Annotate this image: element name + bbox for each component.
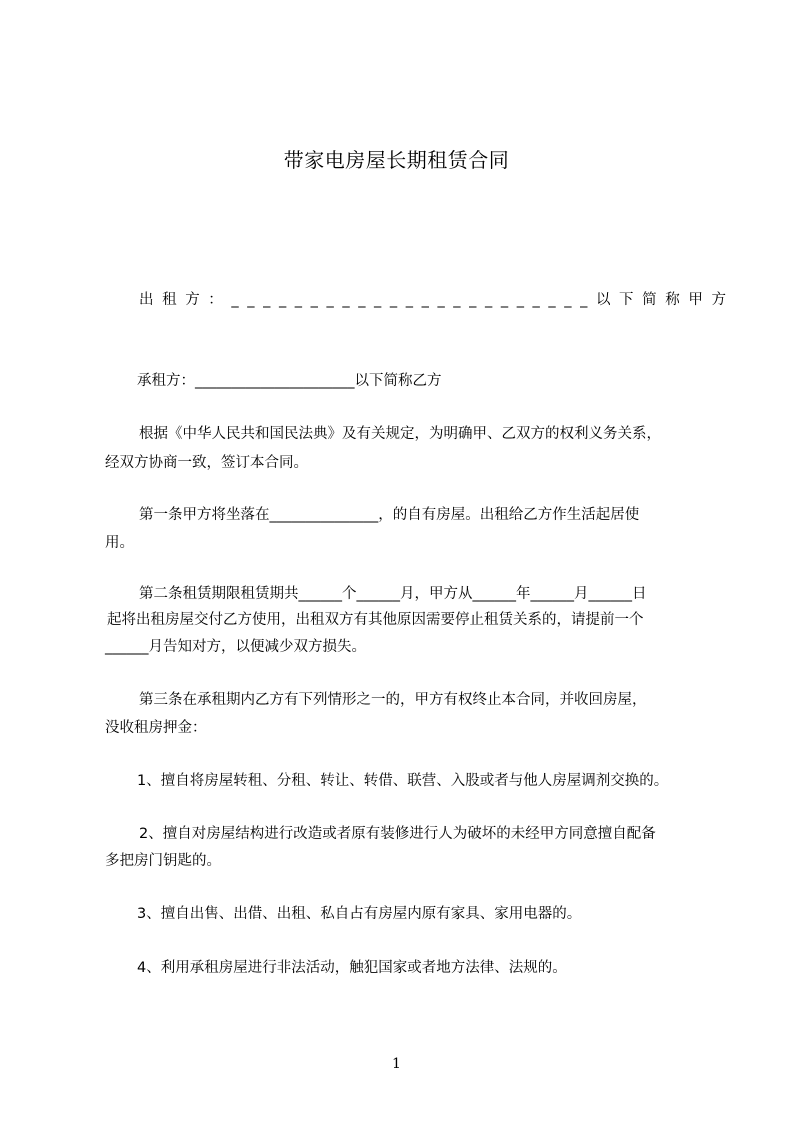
article2-line-1: 第二条租赁期限租赁期共______个______月，甲方从______年______月______日 [139,586,647,602]
article3-line-2: 没收租房押金： [105,720,207,736]
article2-line-3: ______月告知对方，以便减少双方损失。 [105,639,366,655]
page-number: 1 [392,1056,401,1072]
intro-line-1: 根据《中华人民共和国民法典》及有关规定，为明确甲、乙双方的权利义务关系， [139,426,661,442]
item2-line-1: 2、擅自对房屋结构进行改造或者原有装修进行人为破坏的未经甲方同意擅自配备 [139,826,656,842]
contract-title: 带家电房屋长期租赁合同 [283,148,510,172]
item1-line: 1、擅自将房屋转租、分租、转让、转借、联营、入股或者与他人房屋调剂交换的。 [137,773,669,789]
intro-line-2: 经双方协商一致，签订本合同。 [105,455,308,471]
item2-line-2: 多把房门钥匙的。 [105,853,221,869]
lessee-line: 承租方：______________________以下简称乙方 [137,373,442,389]
article1-line-2: 用。 [105,535,134,551]
item4-line: 4、利用承租房屋进行非法活动，触犯国家或者地方法律、法规的。 [137,960,567,976]
article2-line-2: 起将出租房屋交付乙方使用，出租双方有其他原因需要停止租赁关系的，请提前一个 [107,612,644,628]
lessor-line: 出租方：_______________________以下简称甲方 [139,292,735,308]
item3-line: 3、擅自出售、出借、出租、私自占有房屋内原有家具、家用电器的。 [137,906,582,922]
article1-line-1: 第一条甲方将坐落在_______________，的自有房屋。出租给乙方作生活起居使 [139,507,640,523]
article3-line-1: 第三条在承租期内乙方有下列情形之一的，甲方有权终止本合同，并收回房屋， [139,692,647,708]
